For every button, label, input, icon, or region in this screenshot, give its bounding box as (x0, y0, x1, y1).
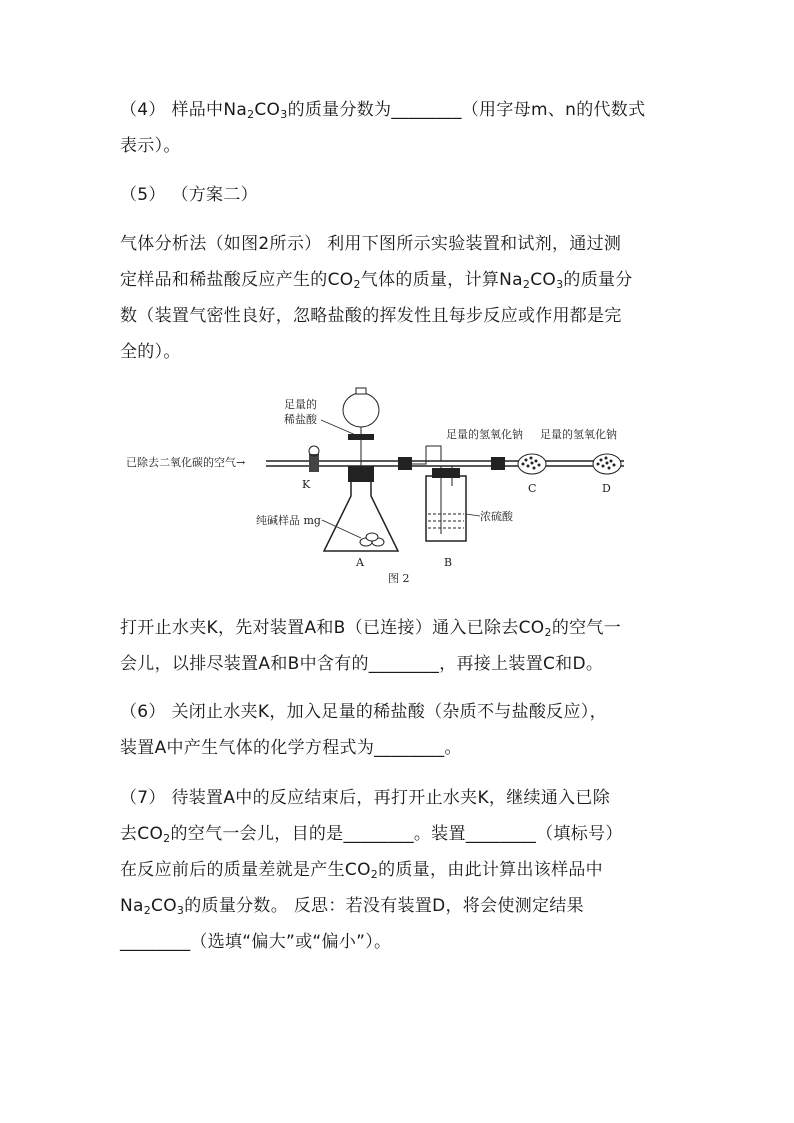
question-4 (120, 92, 680, 164)
label-naoh-2: 足量的氢氧化钠 (540, 428, 617, 441)
question-6-number: （6） (120, 702, 166, 722)
question-5-number: （5） (120, 185, 166, 205)
label-k: K (302, 478, 311, 491)
question-5 (120, 177, 680, 213)
label-b: B (444, 556, 453, 569)
flask-a-icon (324, 466, 398, 551)
method-intro: 气体分析法（如图2所示） 利用下图所示实验装置和试剂，通过测 定样品和稀盐酸反应产生的$CO_2$气体的质量，计算$Na_2CO_3$的质量分 数（装置气密性良好，忽略盐酸的挥发性且每步反应或作用都是完 全的）。 (120, 234, 633, 362)
figure-caption: 图 2 (388, 572, 410, 585)
label-acid-1: 足量的 (284, 398, 317, 411)
question-7-number: （7） (120, 788, 166, 808)
clamp-k-icon (309, 446, 319, 472)
question-7: （7） 待装置A中的反应结束后，再打开止水夹K，继续通入已除 去$CO_2$的空气一会儿，目的是________。装置________（填标号） 在反应前后的质量差就是产生$CO_2$的质量，由此计算出该样品中 $Na_2CO_3$的质量分数。 反思：若没有装置D，将会使测定结果 ________（选填“偏大”或“偏小”）。 (120, 788, 623, 952)
label-a: A (356, 556, 364, 569)
label-naoh-1: 足量的氢氧化钠 (446, 428, 523, 441)
connector-icon (491, 457, 505, 470)
question-4-number: （4） (120, 100, 166, 120)
drying-tube-c-icon (518, 454, 546, 474)
label-d: D (602, 482, 611, 495)
question-4-line-1: （4） 样品中$Na_2CO_3$的质量分数为________（用字母m、n的代数式 (120, 100, 646, 121)
label-air: 已除去二氧化碳的空气→ (126, 456, 246, 469)
label-h2so4: 浓硫酸 (480, 510, 513, 523)
label-acid-2: 稀盐酸 (284, 413, 317, 426)
label-sample: 纯碱样品 mg (256, 514, 321, 527)
question-6: （6） 关闭止水夹K，加入足量的稀盐酸（杂质不与盐酸反应）， 装置A中产生气体的化学方程式为________。 (120, 702, 607, 758)
procedure-step: 打开止水夹K，先对装置A和B（已连接）通入已除去$CO_2$的空气一 会儿，以排尽装置A和B中含有的________，再接上装置C和D。 (120, 618, 622, 674)
question-5-title: （方案二） (171, 185, 258, 205)
apparatus-diagram (126, 386, 666, 586)
label-c: C (528, 482, 537, 495)
question-4-line-2: 表示）。 (120, 136, 181, 156)
connector-icon (398, 457, 412, 470)
drying-tube-d-icon (593, 454, 621, 474)
